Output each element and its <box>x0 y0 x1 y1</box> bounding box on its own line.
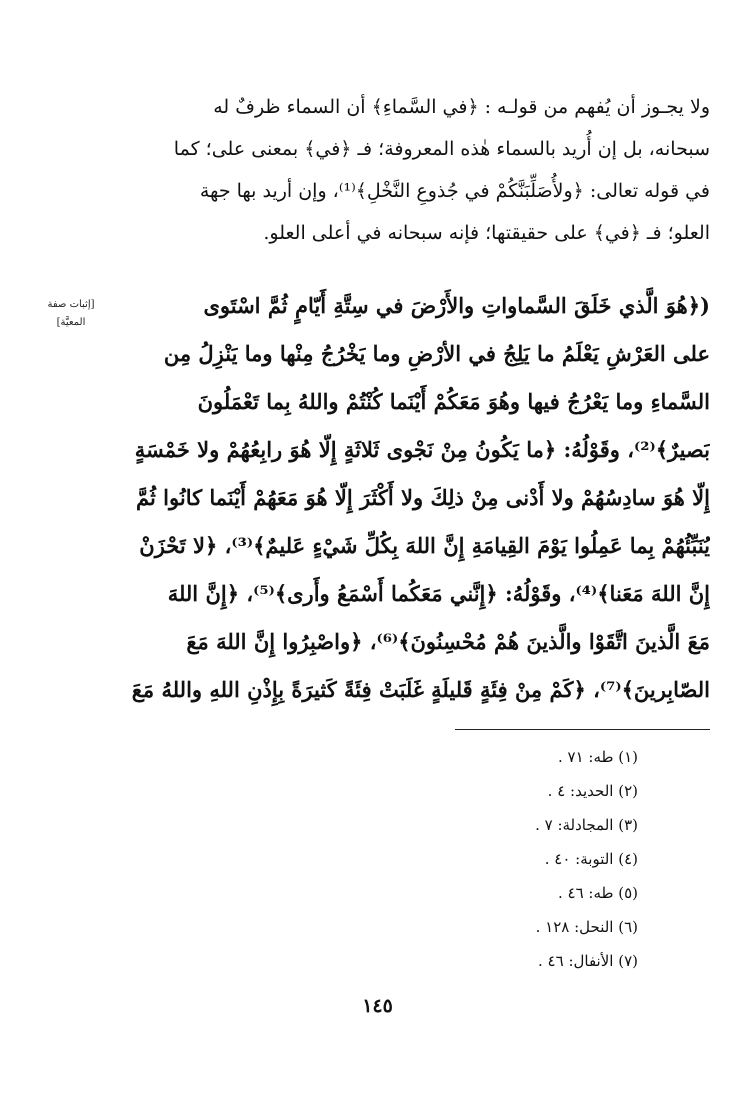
footnote-item: (٣) المجادلة: ٧ . <box>535 816 638 834</box>
intro-line: العلو؛ فـ ﴿في﴾ على حقيقتها؛ فإنه سبحانه في أعلى العلو. <box>263 222 710 244</box>
verse-line: السَّماءِ وما يَعْرُجُ فيها وهُوَ مَعَكُمْ أَيْنَما كُنْتُمْ واللهُ بِما تَعْمَلُونَ <box>197 389 710 414</box>
footnotes-list <box>460 740 638 978</box>
margin-note-line: [إثبات صفة <box>47 299 95 310</box>
verse-line: إِلّا هُوَ سادِسُهُمْ ولا أَدْنى مِنْ ذلِكَ ولا أَكْثَرَ إِلّا هُوَ مَعَهُمْ أَيْنَما كانُوا ثُمَّ <box>136 485 710 510</box>
verse-line: إِنَّ اللهَ مَعَنا﴾⁽⁴⁾، وقَوْلُهُ: ﴿إِنَّني مَعَكُما أَسْمَعُ وأَرى﴾⁽⁵⁾، ﴿إِنَّ اللهَ <box>167 581 710 606</box>
page-number: ١٤٥ <box>362 995 393 1017</box>
verse-line: بَصيرٌ﴾⁽²⁾، وقَوْلُهُ: ﴿ما يَكُونُ مِنْ نَجْوى ثَلاثَةٍ إِلّا هُوَ رابِعُهُمْ ولا خَمْسَةٍ <box>134 437 710 462</box>
intro-paragraph <box>105 86 710 254</box>
footnote-item: (٦) النحل: ١٢٨ . <box>535 918 638 936</box>
footnote-item: (١) طه: ٧١ . <box>557 748 638 766</box>
footnote-item: (٤) التوبة: ٤٠ . <box>544 850 638 868</box>
quran-verses-paragraph <box>105 282 710 714</box>
intro-line: سبحانه، بل إن أُريد بالسماء هٰذه المعروفة؛ فـ ﴿في﴾ بمعنى على؛ كما <box>173 138 710 160</box>
verse-line: الصّابِرينَ﴾⁽⁷⁾، ﴿كَمْ مِنْ فِئَةٍ قَليلَةٍ غَلَبَتْ فِئَةً كَثيرَةً بِإِذْنِ اللهِ واللهُ مَعَ <box>131 677 710 702</box>
intro-line: في قوله تعالى: ﴿ولأُصَلِّبَنَّكُمْ في جُذوعِ النَّخْلِ﴾⁽¹⁾، وإن أريد بها جهة <box>199 180 710 202</box>
footnote-item: (٥) طه: ٤٦ . <box>557 884 638 902</box>
footnote-item: (٢) الحديد: ٤ . <box>547 782 638 800</box>
verse-line: على العَرْشِ يَعْلَمُ ما يَلِجُ في الأرْضِ وما يَخْرُجُ مِنْها وما يَنْزِلُ مِن <box>163 341 710 366</box>
margin-note <box>42 296 100 332</box>
verse-line: يُنَبِّئُهُمْ بِما عَمِلُوا يَوْمَ القِيامَةِ إِنَّ اللهَ بِكُلِّ شَيْءٍ عَليمٌ﴾⁽³⁾، ﴿لا تَحْزَنْ <box>139 533 710 558</box>
footnote-item: (٧) الأنفال: ٤٦ . <box>538 952 638 970</box>
intro-line: ولا يجـوز أن يُفهم من قولـه : ﴿في السَّماءِ﴾ أن السماء ظرفٌ له <box>213 96 710 118</box>
margin-note-line: المعيَّة] <box>56 317 86 328</box>
verse-line: (﴿هُوَ الَّذي خَلَقَ السَّماواتِ والأَرْضَ في سِتَّةِ أَيّامٍ ثُمَّ اسْتَوى <box>203 293 710 318</box>
verse-line: مَعَ الَّذينَ اتَّقَوْا والَّذينَ هُمْ مُحْسِنُونَ﴾⁽⁶⁾، ﴿واصْبِرُوا إِنَّ اللهَ مَعَ <box>186 629 710 654</box>
footnote-separator <box>455 729 710 730</box>
